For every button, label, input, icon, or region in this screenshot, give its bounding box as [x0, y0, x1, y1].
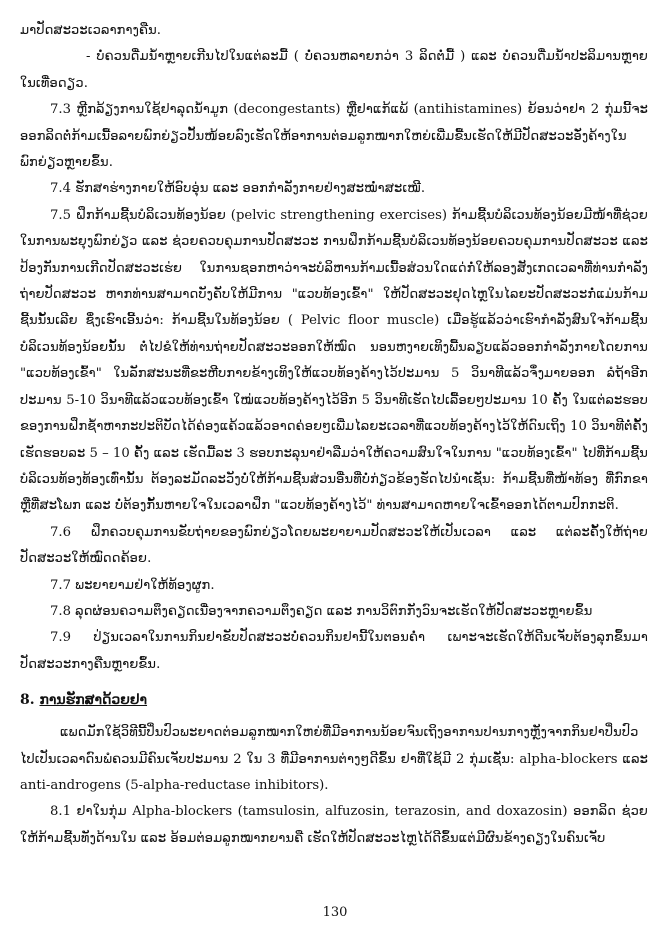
paragraph-7-3: 7.3 ຫຼີກລ້ຽງການໃຊ້ຢາລຸດນໍ້າມູກ (decongestants) ຫຼືຢາແກ້ແພ້ (antihistamines) ຍ້ອນວ່າຢາ 2 ກຸ່ມນີ້ຈະອອກລິດຕໍ່ກ້າມເນື້ອລາຍພົກຍ່ຽວປັ້ນໜ້ອຍລົງເຮັດໃຫ້ອາການຕ່ອມລູກໝາກໃຫຍ່ເພີ່ມຂື້ນເຮັດໃຫ້ມີປັດສະວະອັ່ງຄ້າງໃນພົກຍ່ຽວຫຼາຍຂຶ້ນ. — [20, 102, 648, 171]
section-title: ການຮັກສາດ້ວຍຢາ — [39, 692, 148, 709]
paragraph-drug-intro: ແພດມັກໃຊ້ວິທີນີ້ປິ່ນປົວພະຍາດຕ່ອມລູກໝາກໃຫຍ່ທີ່ມີອາການນ້ອຍຈົນເຖິງອາການປານກາງຫຼັງຈາກກິນຢາປິ່ນປົວໄປເປັນເວລາດົນພໍຄວນມີຄົນເຈັບປະມານ 2 ໃນ 3 ທີ່ມີອາການຕ່າງໆດີຂຶ້ນ ຢາທີ່ໃຊ້ມີ 2 ກຸ່ມເຊັ່ນ: alpha-blockers ແລະ anti-androgens (5-alpha-reductase inhibitors). — [20, 725, 648, 793]
section-number: 8. — [20, 692, 35, 709]
section-heading — [20, 688, 648, 712]
paragraph-7-5: 7.5 ຝຶກກ້າມຊີ້ນບໍລິເວນທ້ອງນ້ອຍ (pelvic strengthening exercises) ກ້າມຊີ້ນບໍລິເວນທ້ອງນ້ອຍມີໜ້າທີ່ຊ່ວຍໃນການພະຍຸງພົກຍ່ຽວ ແລະ ຊ່ວຍຄວບຄຸມການປັດສະວະ ການຝຶກກ້າມຊີ້ນບໍລິເວນທ້ອງນ້ອຍຄວບຄຸມການປັດສະວະ ແລະ ປ້ອງກັນການເກີດປັດສະວະເຮ່ຍ ໃນການຊອກຫາວ່າຈະບໍລິຫານກ້າມເນື້ອສ່ວນໃດແດ່ກໍ່ໃຫ້ລອງສັງເກດເວລາທີ່ທ່ານກຳລັງຖ່າຍປັດສະວະ ຫາກທ່ານສາມາດບັງຄັບໃຫ້ມີການ "ແວບທ້ອງເຂົ້າ" ໃຫ້ປັດສະວະຢຸດໄຫຼໃນໄລຍະປັດສະວະກໍ່ແມ່ນກ້າມຊີ້ນນັ້ນເລີຍ ຊຶ່ງເຮົາເອີ້ນວ່າ: ກ້າມຊີ້ນໃນທ້ອງນ້ອຍ ( Pelvic floor muscle) ເມື່ອຮູ້ແລ້ວວ່າເຮົາກຳລັງສົນໃຈກ້າມຊີ້ນບໍລິເວນທ້ອງນ້ອຍນັ້ນ ຕໍ່ໄປຂໍໃຫ້ທ່ານຖ່າຍປັດສະວະອອກໃຫ້ໝົດ ນອນຫງາຍເທິງພື້ນລຽບແລ້ວອອກກຳລັງກາຍໂດຍການ "ແວບທ້ອງເຂົ້າ" ໃນລັກສະນະທີ່ຂະຫີບກາຍຂ້າງເທິງໃຫ້ແວບທ້ອງຄ້າງໄວ້ປະມານ 5 ວິນາທີແລ້ວຈຶ່ງມາຍອອກ ລໍຖ້າອີກປະມານ 5-10 ວິນາທີແລ້ວແວບທ້ອງເຂົ້າ ໃໝ່ແວບທ້ອງຄ້າງໄວ້ອີກ 5 ວິນາທີເຮັດໄປເລື້ອຍໆປະມານ 10 ຄັ້ງ ໃນແຕ່ລະຮອບຂອງການຝຶກຊ້ຳຫາກະປະຕິບັດໄດ້ຄ່ອງແຄ້ວແລ້ວອາດຄ່ອຍໆເພີ່ມໄລຍະເວລາທີ່ແວບທ້ອງຄ້າງໄວ້ໃຫ້ດົນເຖິງ 10 ວິນາທີຕໍ່ຄັ້ງເຮັດຮອບລະ 5 – 10 ຄັ້ງ ແລະ ເຮັດມື້ລະ 3 ຮອບກະລຸນາຢ່າລືມວ່າໃຫ້ຄວາມສົນໃຈໃນການ "ແວບທ້ອງເຂົ້າ" ໄປທີ່ກ້າມຊີ້ນບໍລິເວນທ້ອງທ້ອງເທົ່ານັ້ນ ຕ້ອງລະມັດລະວັງບໍ່ໃຫ້ກ້າມຊີ້ນສ່ວນອື່ນທີ່ບໍ່ກ່ຽວຂ້ອງຮັດໄປນຳເຊັ່ນ: ກ້າມຊີ້ນທີ່ໜ້າທ້ອງ ທີ່ກົກຂາ ຫຼືທີ່ສະໂພກ ແລະ ບໍ່ຕ້ອງກັ້ນຫາຍໃຈໃນເວລາຝຶກ "ແວບທ້ອງຄ້າງໄວ້" ທ່ານສາມາດຫາຍໃຈເຂົ້າອອກໄດ້ຕາມປົກກະຕິ. — [20, 207, 648, 514]
paragraph-7-7: 7.7 ພະຍາຍາມຢ່າໃຫ້ທ້ອງຜູກ. — [50, 577, 215, 593]
paragraph-7-8: 7.8 ລຸດຜ່ອນຄວາມຕຶງຄຽດເນື່ອງຈາກຄວາມຕຶງຄຽດ ແລະ ການວິຕົກກັງວົນຈະເຮັດໃຫ້ປັດສະວະຫຼາຍຂຶ້ນ — [50, 603, 593, 619]
paragraph-8-1: 8.1 ຢາໃນກຸ່ມ Alpha-blockers (tamsulosin, alfuzosin, terazosin, and doxazosin) ອອກລິດ ຊ່ວຍໃຫ້ກ້າມຊີ້ນທັງດ້ານໃນ ແລະ ອ້ອມຕ່ອມລູກໝາກຍານຄື ເຮັດໃຫ້ປັດສະວະໄຫຼໄດ້ດີຂຶ້ນແຕ່ມີຜົນຂ້າງຄຽງໃນຄົນເຈັບ — [20, 804, 648, 846]
paragraph-fluid-advice: - ບໍ່ຄວນດື່ມນໍ້າຫຼາຍເກີນໄປໃນແຕ່ລະມື້ ( ບໍ່ຄວນຫລາຍກວ່າ 3 ລິດຕໍ່ມື້ ) ແລະ ບໍ່ຄວນດື່ມນໍ້າປະລິມານຫຼາຍໃນເທື່ອດຽວ. — [20, 49, 648, 91]
paragraph-7-9: 7.9 ປ່ຽນເວລາໃນການກິນຢາຂັບປັດສະວະບໍ່ຄວນກິນຢານີ້ໃນຕອນຄໍ່າ ເພາະຈະເຮັດໃຫ້ດີນເຈັບຕ້ອງລຸກຂຶ້ນມາປັດສະວະກາງຄືນຫຼາຍຂຶ້ນ. — [20, 630, 648, 672]
page-number: 130 — [322, 905, 348, 920]
paragraph-7-4: 7.4 ຮັກສາຮ່າງກາຍໃຫ້ອົບອຸ່ນ ແລະ ອອກກຳລັງກາຍຢ່າງສະໝໍ່າສະເໝີ. — [50, 181, 426, 197]
paragraph-7-6: 7.6 ຝຶກຄວບຄຸມການຂັບຖ່າຍຂອງພົກຍ່ຽວໂດຍພະຍາຍາມປັດສະວະໃຫ້ເປັນເວລາ ແລະ ແຕ່ລະຄັ້ງໃຫ້ຖ່າຍປັດສະວະໃຫ້ໝົດດຄ້ອຍ. — [20, 524, 648, 567]
paragraph-continuation: ມາປັດສະວະເວລາກາງຄືນ. — [20, 23, 161, 38]
